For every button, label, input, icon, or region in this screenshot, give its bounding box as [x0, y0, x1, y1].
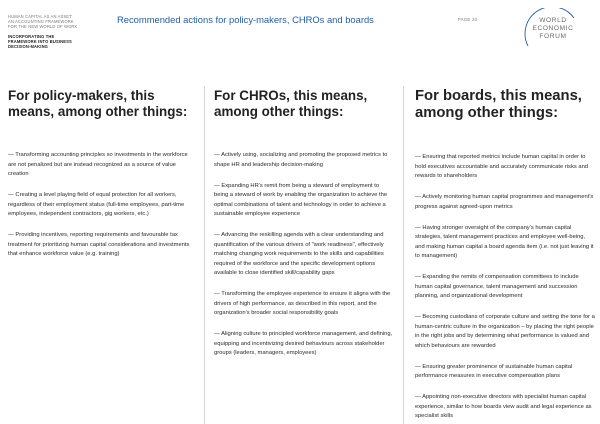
section-title-line: INCORPORATING THE — [8, 34, 55, 39]
column-divider — [204, 86, 205, 424]
section-title-line: FRAMEWORK INTO BUSINESS — [8, 39, 72, 44]
section-title-line: DECISION-MAKING — [8, 44, 49, 49]
column-heading: For policy-makers, this means, among other things: — [8, 88, 188, 119]
report-title-line: FOR THE NEW WORLD OF WORK — [8, 24, 78, 29]
page-number: PAGE 20 — [458, 17, 478, 22]
column-divider — [403, 86, 404, 424]
list-item: — Becoming custodians of corporate culture and setting the tone for a human-centric culture in the organization – by placing the right people in the right jobs and by determining what performance is valued and which behaviours are rewarded — [415, 314, 595, 349]
list-item: — Expanding the remits of compensation committees to include human capital governance, talent management and succession planning, and organizational development — [415, 274, 579, 299]
list-item: — Actively monitoring human capital programmes and management's progress against agreed-upon metrics — [415, 194, 594, 210]
list-item: — Providing incentives, reporting requirements and favourable tax treatment for prioritizing human capital considerations and investments that enhance workforce value (e.g. training) — [8, 232, 190, 257]
list-item: — Having stronger oversight of the company's human capital strategies, talent management practices and employee well-being, and making human capital a board agenda item (i.e. not just leaving it to management) — [415, 224, 594, 259]
column-heading: For boards, this means, among other things: — [415, 88, 582, 121]
list-item: — Creating a level playing field of equal protection for all workers, regardless of their employment status (full-time employees, part-time employees, independent contractors, gig workers, etc.) — [8, 192, 185, 217]
report-title-line: HUMAN CAPITAL AS AN ASSET: — [8, 14, 73, 19]
list-item: — Transforming accounting principles so investments in the workforce are not penalized but are instead recognized as a source of value creation — [8, 152, 188, 177]
report-title-line: AN ACCOUNTING FRAMEWORK — [8, 19, 74, 24]
list-item: — Expanding HR's remit from being a steward of employment to being a steward of work by enabling the organization to achieve the optimal combinations of talent and technology in order to achieve a sustainable employee experience — [214, 182, 388, 217]
list-item: — Appointing non-executive directors with specialist human capital experience, similar to how boards view audit and legal experience as specialist skills — [415, 394, 592, 419]
column-heading: For CHROs, this means, among other things: — [214, 88, 368, 119]
policy-makers-column — [8, 88, 196, 424]
list-item: — Advancing the reskilling agenda with a clear understanding and quantification of the various drivers of "work readiness", effectively matching changing work requirements to the skills and capabilities required of the workforce and the specific development options available to close identified skill/capability gaps — [214, 232, 384, 276]
list-item: — Actively using, socializing and promoting the proposed metrics to shape HR and leadership decision-making — [214, 152, 388, 168]
logo-word: FORUM — [539, 32, 567, 40]
chros-column — [214, 88, 394, 424]
page-title: Recommended actions for policy-makers, CHROs and boards — [117, 14, 374, 25]
boards-column — [415, 88, 595, 424]
list-item: — Ensuring that reported metrics include human capital in order to hold executives accountable and accurately communicate risks and rewards to shareholders — [415, 154, 589, 179]
list-item: — Aligning culture to principled workforce management, and defining, equipping and incentivizing desired behaviours across stakeholder groups (leaders, managers, employees) — [214, 331, 393, 356]
list-item: — Transforming the employee experience to ensure it aligns with the drivers of high performance, as described in this report, and the organization's broader social responsibility goals — [214, 291, 391, 316]
report-header — [8, 14, 108, 49]
logo-word: ECONOMIC — [532, 24, 574, 32]
list-item: — Ensuring greater prominence of sustainable human capital performance measures in executive compensation plans — [415, 363, 573, 379]
logo-word: WORLD — [539, 17, 567, 24]
wef-logo — [520, 8, 586, 54]
